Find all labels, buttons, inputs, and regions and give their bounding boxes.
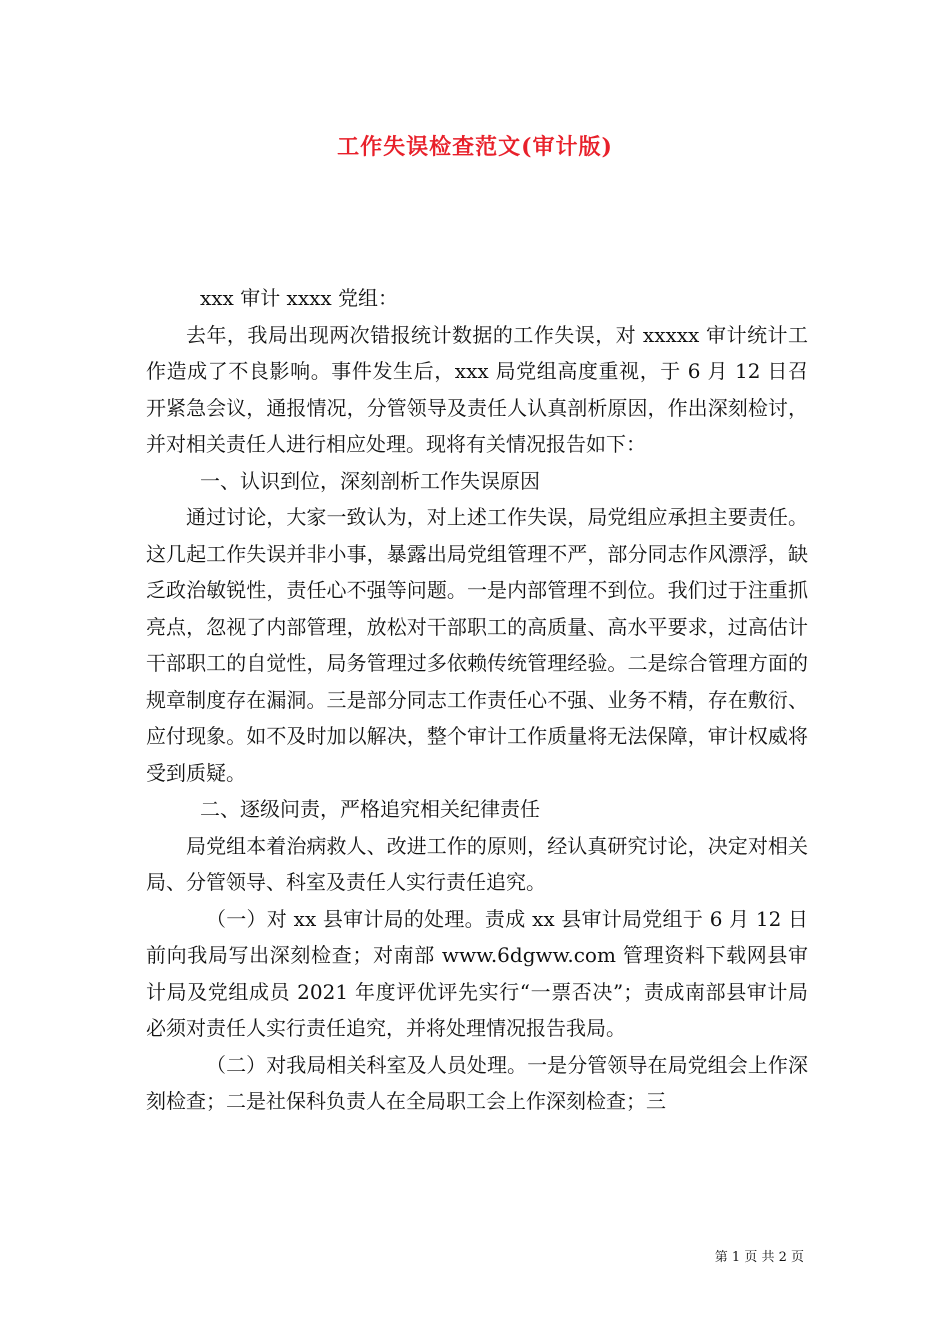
document-body <box>146 280 808 1120</box>
document-title: 工作失误检查范文(审计版) <box>337 134 613 160</box>
salutation: xxx 审计 xxxx 党组： <box>200 286 399 310</box>
page-number: 第 1 页 共 2 页 <box>714 1250 804 1265</box>
body-paragraph-item-2: （二）对我局相关科室及人员处理。一是分管领导在局党组会上作深刻检查；二是社保科负责人在全局职工会上作深刻检查；三 <box>146 1052 808 1113</box>
section-heading-2: 二、逐级问责，严格追究相关纪律责任 <box>200 797 540 821</box>
body-paragraph-item-1: （一）对 xx 县审计局的处理。责成 xx 县审计局党组于 6 月 12 日前向我局写出深刻检查；对南部 www.6dgww.com 管理资料下载网县审计局及党组成员 2021 年度评优评先实行“一票否决”；责成南部县审计局必须对责任人实行责任追究，并将处理情况报告我局。 <box>146 906 808 1040</box>
body-paragraph-intro: 去年，我局出现两次错报统计数据的工作失误，对 xxxxx 审计统计工作造成了不良影响。事件发生后，xxx 局党组高度重视，于 6 月 12 日召开紧急会议，通报情况，分管领导及责任人认真剖析原因，作出深刻检讨，并对相关责任人进行相应处理。现将有关情况报告如下： <box>146 322 808 456</box>
body-paragraph-accountability: 局党组本着治病救人、改进工作的原则，经认真研究讨论，决定对相关局、分管领导、科室及责任人实行责任追究。 <box>146 833 808 894</box>
body-paragraph-analysis: 通过讨论，大家一致认为，对上述工作失误，局党组应承担主要责任。这几起工作失误并非小事，暴露出局党组管理不严，部分同志作风漂浮，缺乏政治敏锐性，责任心不强等问题。一是内部管理不到位。我们过于注重抓亮点，忽视了内部管理，放松对干部职工的高质量、高水平要求，过高估计干部职工的自觉性，局务管理过多依赖传统管理经验。二是综合管理方面的规章制度存在漏洞。三是部分同志工作责任心不强、业务不精，存在敷衍、应付现象。如不及时加以解决，整个审计工作质量将无法保障，审计权威将受到质疑。 <box>146 505 808 785</box>
section-heading-1: 一、认识到位，深刻剖析工作失误原因 <box>200 468 540 493</box>
